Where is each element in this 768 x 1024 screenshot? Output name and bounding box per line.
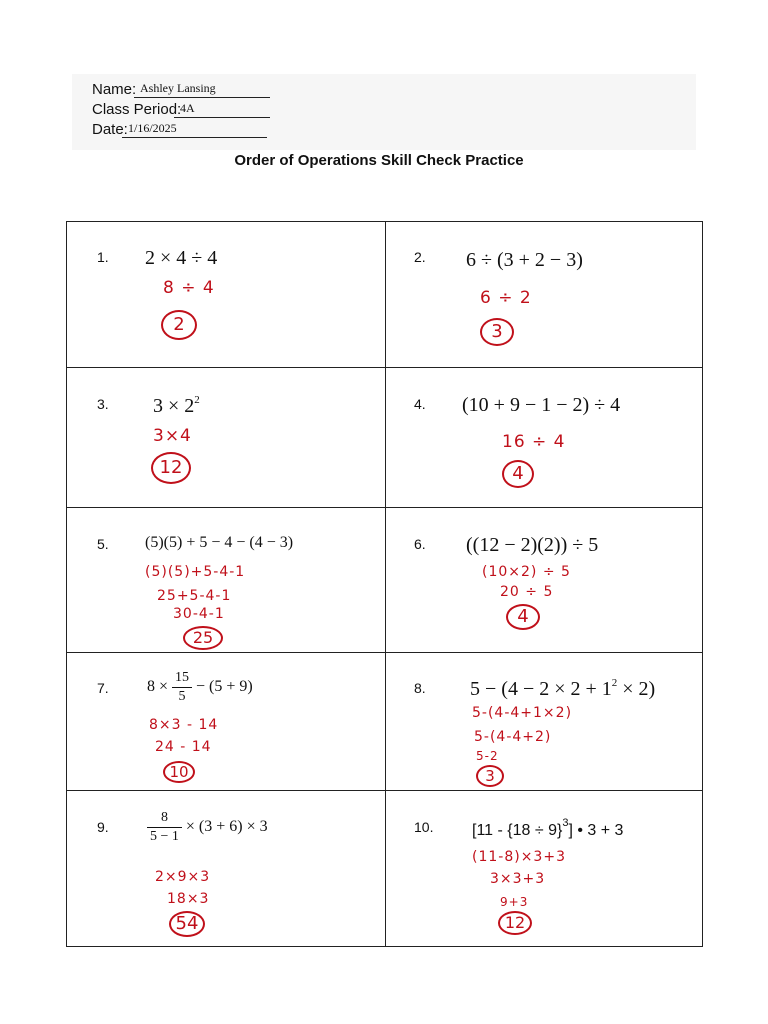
work-step: 3×4	[153, 426, 192, 446]
fraction-denominator: 5	[178, 689, 186, 704]
problem-number: 6.	[414, 536, 426, 552]
fraction-numerator: 8	[147, 809, 182, 828]
problem-3	[67, 368, 385, 507]
problem-expression: (5)(5) + 5 − 4 − (4 − 3)	[145, 534, 294, 551]
page-title: Order of Operations Skill Check Practice	[234, 152, 524, 169]
problem-1	[67, 222, 385, 367]
answer-circle: 3	[476, 765, 504, 787]
work-step: 3×3+3	[490, 871, 546, 887]
answer-circle: 4	[502, 460, 534, 488]
work-step: 8×3 - 14	[149, 717, 219, 733]
work-step: 18×3	[167, 891, 210, 907]
expression-base: 3 × 2	[153, 395, 195, 417]
class-period-field	[92, 98, 272, 118]
answer-circle: 3	[480, 318, 514, 346]
problem-number: 8.	[414, 680, 426, 696]
answer-circle: 25	[183, 626, 223, 650]
expression-prefix: 8 ×	[147, 678, 169, 696]
name-value: Ashley Lansing	[134, 80, 270, 98]
work-step: 5-(4-4+1×2)	[472, 705, 573, 721]
problem-7	[67, 653, 385, 790]
work-step: (11-8)×3+3	[472, 849, 566, 865]
problem-expression: ((12 − 2)(2)) ÷ 5	[466, 534, 599, 556]
problem-expression: (10 + 9 − 1 − 2) ÷ 4	[462, 394, 621, 416]
problem-number: 4.	[414, 396, 426, 412]
answer-circle: 54	[169, 911, 205, 937]
answer-circle: 12	[498, 911, 532, 935]
problem-number: 10.	[414, 819, 434, 835]
work-step: (10×2) ÷ 5	[482, 564, 571, 580]
answer-circle: 4	[506, 604, 540, 630]
problem-6	[386, 508, 704, 652]
problem-10	[386, 791, 704, 946]
work-step: 16 ÷ 4	[502, 432, 566, 452]
problem-expression: 2 × 4 ÷ 4	[145, 247, 218, 269]
problem-5	[67, 508, 385, 652]
problem-expression	[472, 817, 623, 840]
fraction-denominator: 5 − 1	[150, 829, 179, 844]
answer-circle: 12	[151, 452, 191, 484]
date-label: Date:	[92, 121, 128, 138]
problem-number: 3.	[97, 396, 109, 412]
expression-tail: × 2)	[617, 678, 656, 700]
date-value: 1/16/2025	[122, 120, 267, 138]
name-label: Name:	[92, 81, 137, 98]
work-step: 5-(4-4+2)	[474, 729, 552, 745]
answer-circle: 2	[161, 310, 197, 340]
problem-number: 7.	[97, 680, 109, 696]
problem-number: 2.	[414, 249, 426, 265]
problem-number: 9.	[97, 819, 109, 835]
work-step: 5-2	[476, 749, 499, 763]
work-step: 8 ÷ 4	[163, 278, 215, 298]
problem-8	[386, 653, 704, 790]
work-step: 20 ÷ 5	[500, 584, 554, 600]
expression-main: 5 − (4 − 2 × 2 + 1	[470, 678, 612, 700]
work-step: 9+3	[500, 895, 529, 909]
work-step: 24 - 14	[155, 739, 212, 755]
date-field	[92, 118, 272, 138]
work-step: 2×9×3	[155, 869, 211, 885]
name-field	[92, 78, 272, 98]
problem-expression	[153, 394, 200, 418]
problem-expression	[147, 809, 268, 846]
problem-9	[67, 791, 385, 946]
problem-2	[386, 222, 704, 367]
fraction	[172, 669, 192, 706]
work-step: 6 ÷ 2	[480, 288, 532, 308]
problem-number: 1.	[97, 249, 109, 265]
fraction	[147, 809, 182, 846]
expression-tail: ] • 3 + 3	[568, 822, 624, 839]
work-step: (5)(5)+5-4-1	[145, 564, 246, 580]
work-step: 25+5-4-1	[157, 588, 232, 604]
class-period-label: Class Period:	[92, 101, 182, 118]
expression-exponent: 2	[611, 677, 618, 689]
expression-exponent: 3	[562, 817, 569, 829]
class-period-value: 4A	[174, 100, 270, 118]
problem-number: 5.	[97, 536, 109, 552]
expression-suffix: − (5 + 9)	[196, 678, 253, 696]
problem-grid	[66, 221, 703, 947]
problem-expression	[470, 677, 655, 701]
expression-main: [11 - {18 ÷ 9}	[472, 822, 563, 839]
answer-circle: 10	[163, 761, 195, 783]
problem-4	[386, 368, 704, 507]
problem-expression: 6 ÷ (3 + 2 − 3)	[466, 249, 583, 271]
expression-suffix: × (3 + 6) × 3	[185, 818, 268, 836]
fraction-numerator: 15	[172, 669, 192, 688]
expression-exponent: 2	[194, 394, 200, 406]
work-step: 30-4-1	[173, 606, 225, 622]
problem-expression	[147, 669, 253, 706]
